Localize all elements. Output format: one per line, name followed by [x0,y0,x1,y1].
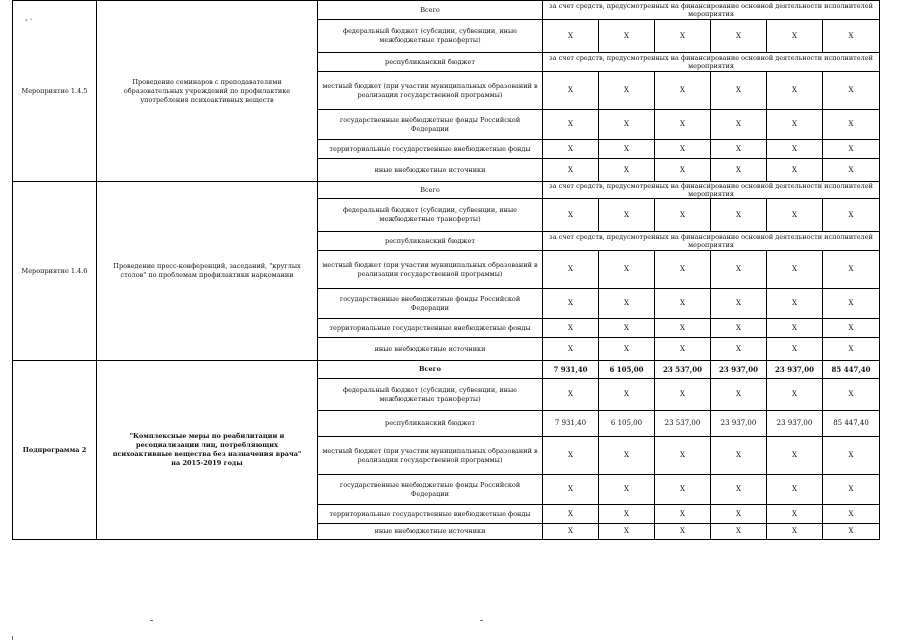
funding-value: X [543,289,599,319]
funding-value: X [823,72,880,110]
funding-value: X [711,199,767,232]
funding-value: X [823,140,880,159]
funding-value: 6 105,00 [599,411,655,437]
funding-value: X [655,505,711,524]
funding-value: X [599,251,655,289]
funding-value: X [655,524,711,540]
funding-value: X [823,289,880,319]
funding-value: X [543,524,599,540]
funding-value: X [655,319,711,338]
funding-value: 85 447,40 [823,411,880,437]
funding-source: территориальные государственные внебюджетные фонды [318,319,543,338]
funding-value: X [711,110,767,140]
funding-value: X [543,379,599,411]
funding-value: 23 937,00 [767,361,823,379]
measure-code: Подпрограмма 2 [13,361,97,540]
budget-table-body [13,1,880,540]
funding-source: местный бюджет (при участии муниципальных образований в реализации государственной программы) [318,72,543,110]
funding-value: X [543,251,599,289]
funding-source: иные внебюджетные источники [318,159,543,182]
funding-value: 85 447,40 [823,361,880,379]
funding-note: за счет средств, предусмотренных на финансирование основной деятельности исполнителей мероприятия [543,182,880,199]
funding-value: X [599,72,655,110]
funding-value: X [711,437,767,475]
funding-value: X [599,338,655,361]
funding-value: X [823,505,880,524]
funding-value: X [767,524,823,540]
funding-value: X [543,505,599,524]
funding-value: X [823,199,880,232]
funding-value: X [543,20,599,53]
funding-source: территориальные государственные внебюджетные фонды [318,505,543,524]
funding-value: X [599,319,655,338]
funding-value: X [823,379,880,411]
scan-corner-mark: ' ` [25,18,34,27]
scan-speck [12,636,13,640]
funding-value: X [655,437,711,475]
funding-value: X [543,475,599,505]
funding-value: X [599,524,655,540]
funding-source: федеральный бюджет (субсидии, субвенции, иные межбюджетные трансферты) [318,379,543,411]
funding-value: X [711,338,767,361]
funding-value: X [767,319,823,338]
funding-value: 6 105,00 [599,361,655,379]
funding-value: X [767,159,823,182]
funding-source: республиканский бюджет [318,232,543,251]
funding-value: X [767,140,823,159]
funding-value: 23 937,00 [767,411,823,437]
scan-speck [150,620,153,621]
funding-value: 7 931,40 [543,361,599,379]
funding-value: X [711,475,767,505]
funding-source: республиканский бюджет [318,53,543,72]
funding-value: X [767,338,823,361]
funding-value: X [823,524,880,540]
funding-value: X [599,475,655,505]
funding-source: территориальные государственные внебюджетные фонды [318,140,543,159]
funding-value: X [767,505,823,524]
funding-value: X [823,20,880,53]
funding-value: X [711,289,767,319]
funding-value: X [767,110,823,140]
funding-value: X [711,140,767,159]
funding-value: 23 937,00 [711,361,767,379]
funding-value: X [823,319,880,338]
funding-value: X [655,251,711,289]
funding-source: Всего [318,1,543,20]
funding-value: X [655,110,711,140]
measure-title: Проведение семинаров с преподавателями образовательных учреждений по профилактике употребления психоактивных веществ [97,1,318,182]
funding-value: X [767,289,823,319]
funding-value: X [823,338,880,361]
funding-value: X [543,338,599,361]
funding-value: X [655,338,711,361]
funding-note: за счет средств, предусмотренных на финансирование основной деятельности исполнителей мероприятия [543,1,880,20]
scan-speck [480,620,483,621]
table-row [13,361,880,379]
funding-value: X [543,199,599,232]
funding-value: X [599,110,655,140]
funding-value: X [599,159,655,182]
funding-source: государственные внебюджетные фонды Российской Федерации [318,289,543,319]
funding-value: X [711,72,767,110]
funding-source: государственные внебюджетные фонды Российской Федерации [318,475,543,505]
funding-source: иные внебюджетные источники [318,338,543,361]
funding-value: X [599,289,655,319]
funding-value: X [711,319,767,338]
funding-source: местный бюджет (при участии муниципальных образований в реализации государственной программы) [318,437,543,475]
table-row [13,182,880,199]
funding-value: X [599,437,655,475]
funding-source: федеральный бюджет (субсидии, субвенции, иные межбюджетные трансферты) [318,20,543,53]
funding-value: X [767,475,823,505]
funding-value: X [823,475,880,505]
funding-value: X [823,251,880,289]
funding-note: за счет средств, предусмотренных на финансирование основной деятельности исполнителей мероприятия [543,53,880,72]
funding-value: X [711,251,767,289]
funding-value: X [655,72,711,110]
funding-value: X [599,140,655,159]
funding-value: X [711,524,767,540]
funding-value: 7 931,40 [543,411,599,437]
funding-source: Всего [318,361,543,379]
funding-value: X [599,505,655,524]
funding-value: X [599,379,655,411]
funding-value: 23 937,00 [711,411,767,437]
funding-source: местный бюджет (при участии муниципальных образований в реализации государственной программы) [318,251,543,289]
funding-value: X [655,289,711,319]
measure-title: Проведение пресс-конференций, заседаний, "круглых столов" по проблемам профилактики наркомании [97,182,318,361]
funding-value: X [599,20,655,53]
funding-value: X [543,319,599,338]
funding-source: республиканский бюджет [318,411,543,437]
funding-value: X [543,72,599,110]
funding-value: X [543,159,599,182]
funding-value: X [655,140,711,159]
funding-value: X [655,475,711,505]
funding-value: X [767,379,823,411]
funding-value: X [599,199,655,232]
funding-value: X [767,199,823,232]
measure-code: Мероприятие 1.4.6 [13,182,97,361]
funding-value: X [823,159,880,182]
funding-value: 23 537,00 [655,411,711,437]
funding-source: государственные внебюджетные фонды Российской Федерации [318,110,543,140]
funding-value: X [711,505,767,524]
budget-table [12,0,880,540]
measure-title: "Комплексные меры по реабилитации и ресоциализации лиц, потребляющих психоактивные вещества без назначения врача" на 2015-2019 годы [97,361,318,540]
funding-value: X [543,140,599,159]
funding-value: X [767,437,823,475]
funding-value: X [655,379,711,411]
funding-value: 23 537,00 [655,361,711,379]
funding-value: X [767,72,823,110]
funding-source: иные внебюджетные источники [318,524,543,540]
funding-value: X [543,437,599,475]
funding-value: X [823,437,880,475]
measure-code: Мероприятие 1.4.5 [13,1,97,182]
funding-value: X [711,159,767,182]
funding-note: за счет средств, предусмотренных на финансирование основной деятельности исполнителей мероприятия [543,232,880,251]
funding-value: X [711,20,767,53]
funding-value: X [655,199,711,232]
table-row [13,1,880,20]
funding-value: X [823,110,880,140]
funding-value: X [767,251,823,289]
funding-value: X [767,20,823,53]
funding-source: Всего [318,182,543,199]
funding-value: X [655,20,711,53]
funding-value: X [543,110,599,140]
funding-source: федеральный бюджет (субсидии, субвенции, иные межбюджетные трансферты) [318,199,543,232]
funding-value: X [655,159,711,182]
funding-value: X [711,379,767,411]
